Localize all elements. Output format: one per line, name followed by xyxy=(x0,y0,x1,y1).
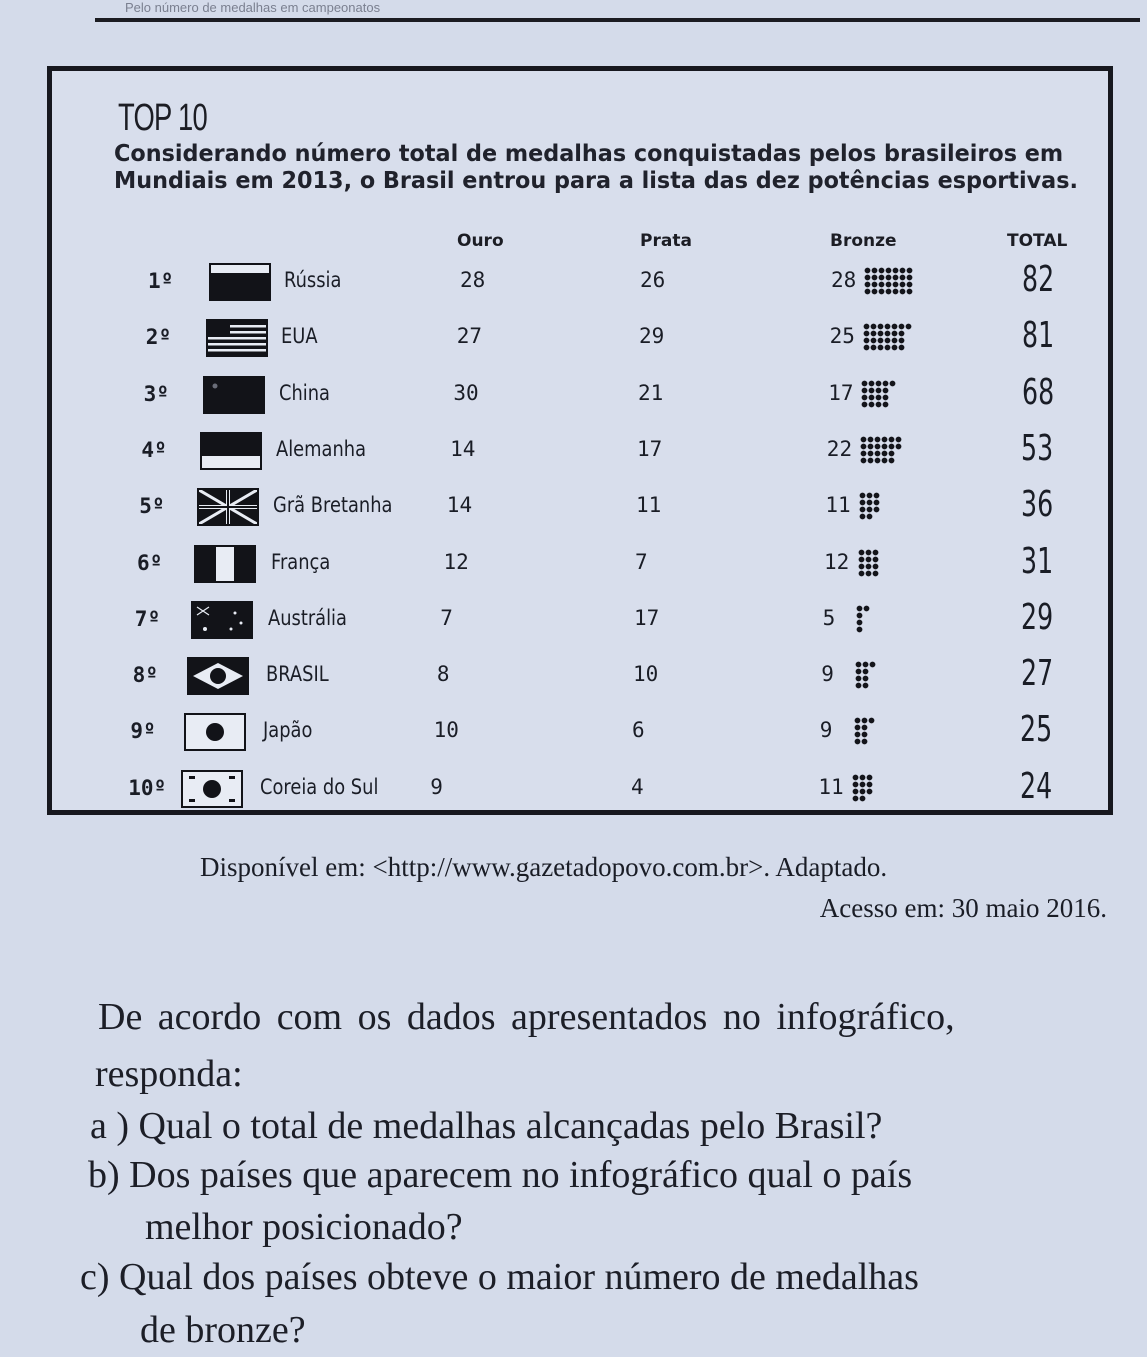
gold-count: 27 xyxy=(456,324,482,349)
gold-count: 14 xyxy=(446,493,473,518)
bronze-count: 9 xyxy=(819,718,833,743)
bronze-dot xyxy=(859,500,865,506)
bronze-dot xyxy=(853,795,859,801)
total-count: 36 xyxy=(1021,484,1054,526)
korea-flag-icon xyxy=(181,770,243,808)
bronze-dot xyxy=(854,725,860,731)
bronze-dot-grid xyxy=(856,605,876,633)
bronze-dot xyxy=(877,338,883,344)
bronze-dot xyxy=(865,556,871,562)
bronze-dot xyxy=(854,739,860,745)
table-row xyxy=(52,651,1108,705)
bronze-dot xyxy=(900,275,906,281)
bronze-dot xyxy=(862,683,868,689)
bronze-dot xyxy=(860,774,866,780)
bronze-dot xyxy=(882,443,888,449)
bronze-dot xyxy=(861,436,867,442)
country-name: França xyxy=(270,549,331,574)
table-row xyxy=(52,426,1108,480)
bronze-dot xyxy=(898,324,904,330)
bronze-dot xyxy=(890,380,896,386)
bronze-dot xyxy=(900,289,906,295)
china-flag-shape xyxy=(205,378,263,412)
gold-count: 28 xyxy=(460,268,486,292)
bronze-dot xyxy=(866,500,872,506)
bronze-dot xyxy=(855,662,861,668)
bronze-dot xyxy=(898,338,904,344)
bronze-dot xyxy=(864,605,870,611)
total-count: 25 xyxy=(1020,709,1053,751)
bronze-count: 17 xyxy=(828,380,854,405)
bronze-dot xyxy=(872,549,878,555)
gold-count: 30 xyxy=(453,380,479,405)
infographic-title: TOP 10 xyxy=(118,97,207,139)
bronze-dot-grid xyxy=(863,323,918,351)
table-row xyxy=(52,539,1108,593)
bronze-count: 5 xyxy=(822,605,836,630)
bronze-dot xyxy=(857,605,863,611)
bronze-dot xyxy=(865,549,871,555)
country-name: Coreia do Sul xyxy=(260,774,379,799)
bronze-dot xyxy=(853,774,859,780)
bronze-dot xyxy=(865,268,871,274)
bronze-dot xyxy=(863,324,869,330)
bronze-dot xyxy=(891,331,897,337)
bronze-dot xyxy=(858,556,864,562)
bronze-dot xyxy=(876,394,882,400)
bronze-dot xyxy=(867,781,873,787)
bronze-dot xyxy=(861,732,867,738)
bronze-count: 9 xyxy=(821,662,834,687)
bronze-dots xyxy=(854,717,881,750)
bronze-dot xyxy=(870,331,876,337)
bronze-dot xyxy=(884,338,890,344)
country-name: Rússia xyxy=(284,268,342,292)
rank-label: 5º xyxy=(139,494,165,519)
bronze-dot xyxy=(889,457,895,463)
silver-count: 17 xyxy=(634,605,660,630)
bronze-count: 22 xyxy=(826,436,853,461)
question-c-continued: de bronze? xyxy=(140,1309,306,1351)
france-flag-icon xyxy=(194,545,256,583)
korea-flag-shape xyxy=(183,772,241,806)
russia-flag-shape xyxy=(211,265,269,299)
bronze-dot xyxy=(876,380,882,386)
question-a: a ) Qual o total de medalhas alcançadas pelo Brasil? xyxy=(90,1105,883,1147)
gold-count: 9 xyxy=(430,774,443,799)
brazil-flag-icon xyxy=(187,657,249,695)
bronze-dot xyxy=(869,394,875,400)
bronze-dot xyxy=(872,282,878,288)
rank-label: 4º xyxy=(141,437,167,462)
rank-label: 3º xyxy=(143,381,169,406)
bronze-dot xyxy=(861,443,867,449)
bronze-dot xyxy=(870,345,876,351)
table-row xyxy=(52,595,1108,649)
bronze-dot xyxy=(853,781,859,787)
column-header-gold: Ouro xyxy=(457,231,504,251)
country-name: Grã Bretanha xyxy=(273,493,393,518)
bronze-dot xyxy=(862,387,868,393)
usa-flag-shape xyxy=(208,321,266,355)
bronze-dot xyxy=(868,443,874,449)
bronze-dot xyxy=(869,380,875,386)
australia-flag-shape xyxy=(193,603,251,637)
country-name: China xyxy=(278,380,330,405)
bronze-dot xyxy=(889,450,895,456)
bronze-dot xyxy=(860,795,866,801)
silver-count: 10 xyxy=(633,662,659,687)
rank-label: 2º xyxy=(145,325,172,350)
bronze-dot xyxy=(865,282,871,288)
gold-count: 8 xyxy=(436,662,450,687)
total-count: 81 xyxy=(1021,315,1054,357)
rank-label: 8º xyxy=(132,663,158,688)
bronze-dot xyxy=(873,500,879,506)
bronze-dot xyxy=(882,450,888,456)
bronze-dot xyxy=(907,268,913,274)
table-row xyxy=(52,313,1108,367)
bronze-dot xyxy=(868,450,874,456)
bronze-dot xyxy=(865,289,871,295)
gold-count: 14 xyxy=(450,436,476,461)
bronze-dot xyxy=(873,493,879,499)
uk-flag-shape xyxy=(199,490,257,524)
rank-label: 10º xyxy=(128,775,167,800)
bronze-dot xyxy=(872,289,878,295)
silver-count: 26 xyxy=(640,268,666,292)
total-count: 82 xyxy=(1022,259,1055,300)
bronze-dot xyxy=(862,669,868,675)
bronze-dot xyxy=(879,275,885,281)
bronze-dot xyxy=(872,563,878,569)
total-count: 31 xyxy=(1021,540,1054,582)
bronze-dot-grid xyxy=(855,661,882,689)
bronze-dot-grid xyxy=(854,717,881,745)
bronze-dot xyxy=(859,507,865,513)
china-flag-icon xyxy=(203,376,265,414)
gold-count: 7 xyxy=(440,605,453,630)
bronze-dot xyxy=(884,345,890,351)
question-intro: De acordo com os dados apresentados no infográfico, xyxy=(98,996,955,1038)
bronze-dot xyxy=(898,331,904,337)
total-count: 53 xyxy=(1021,427,1054,469)
bronze-dot xyxy=(858,570,864,576)
bronze-dot xyxy=(861,718,867,724)
bronze-dot xyxy=(886,282,892,288)
rank-label: 7º xyxy=(134,606,161,631)
header-strip xyxy=(95,0,1140,22)
bronze-dot xyxy=(875,457,881,463)
column-header-silver: Prata xyxy=(640,231,692,251)
bronze-count: 11 xyxy=(825,493,851,518)
bronze-dot xyxy=(882,436,888,442)
source-line: Disponível em: <http://www.gazetadopovo.com.br>. Adaptado. xyxy=(200,852,888,882)
bronze-dot xyxy=(857,619,863,625)
bronze-dots xyxy=(863,323,918,356)
bronze-dot xyxy=(862,676,868,682)
bronze-dot xyxy=(893,268,899,274)
germany-flag-shape xyxy=(202,434,260,468)
bronze-dot xyxy=(853,788,859,794)
bronze-dots xyxy=(861,380,902,413)
bronze-dot xyxy=(859,493,865,499)
total-count: 24 xyxy=(1020,765,1053,807)
bronze-dot xyxy=(855,669,861,675)
table-row xyxy=(52,257,1108,311)
bronze-dot xyxy=(872,556,878,562)
table-row xyxy=(52,370,1108,424)
silver-count: 6 xyxy=(632,718,645,743)
germany-flag-icon xyxy=(200,432,262,470)
column-header-total: TOTAL xyxy=(1007,231,1068,251)
bronze-dot xyxy=(876,401,882,407)
bronze-dot-grid xyxy=(861,380,902,408)
gold-count: 12 xyxy=(443,549,469,574)
bronze-dot xyxy=(868,457,874,463)
bronze-dot xyxy=(860,781,866,787)
column-header-bronze: Bronze xyxy=(830,231,897,251)
bronze-dot xyxy=(900,282,906,288)
infographic-box xyxy=(47,66,1113,815)
bronze-dots xyxy=(864,267,919,300)
bronze-dot xyxy=(863,331,869,337)
bronze-dot xyxy=(886,268,892,274)
bronze-dot xyxy=(891,324,897,330)
bronze-dot xyxy=(873,507,879,513)
silver-count: 17 xyxy=(637,436,663,461)
bronze-dot xyxy=(860,788,866,794)
bronze-dot xyxy=(889,436,895,442)
table-row xyxy=(52,764,1108,818)
bronze-dot xyxy=(872,570,878,576)
bronze-count: 12 xyxy=(824,549,850,574)
bronze-dots xyxy=(855,661,882,694)
gold-count: 10 xyxy=(433,718,459,743)
header-strip-text: Pelo número de medalhas em campeonatos xyxy=(125,0,381,15)
bronze-dot xyxy=(869,401,875,407)
bronze-dot xyxy=(855,683,861,689)
bronze-dot-grid xyxy=(852,774,879,802)
bronze-dot-grid xyxy=(859,492,886,520)
bronze-dot xyxy=(896,443,902,449)
bronze-dot xyxy=(907,282,913,288)
usa-flag-icon xyxy=(206,319,268,357)
bronze-dot xyxy=(907,275,913,281)
brazil-flag-shape xyxy=(189,659,247,693)
bronze-dot xyxy=(879,268,885,274)
access-date: Acesso em: 30 maio 2016. xyxy=(819,893,1107,923)
bronze-dot xyxy=(907,289,913,295)
bronze-count: 11 xyxy=(818,774,844,799)
bronze-dot xyxy=(883,394,889,400)
total-count: 68 xyxy=(1021,371,1054,413)
country-name: EUA xyxy=(281,324,318,349)
silver-count: 7 xyxy=(635,549,648,574)
bronze-dot xyxy=(883,380,889,386)
bronze-dot xyxy=(869,662,875,668)
bronze-dot xyxy=(861,450,867,456)
bronze-dot xyxy=(905,324,911,330)
uk-flag-icon xyxy=(197,488,259,526)
bronze-dot xyxy=(883,401,889,407)
country-name: BRASIL xyxy=(265,662,329,687)
question-b-continued: melhor posicionado? xyxy=(145,1206,463,1248)
bronze-dot xyxy=(889,443,895,449)
bronze-dot xyxy=(866,493,872,499)
bronze-dot xyxy=(862,401,868,407)
bronze-dot xyxy=(868,436,874,442)
bronze-dot xyxy=(858,563,864,569)
bronze-dots xyxy=(852,774,879,807)
bronze-dot xyxy=(855,676,861,682)
bronze-dot xyxy=(875,450,881,456)
bronze-dot xyxy=(877,324,883,330)
bronze-dot xyxy=(877,331,883,337)
bronze-dot xyxy=(884,324,890,330)
bronze-dot xyxy=(879,289,885,295)
bronze-dot xyxy=(872,268,878,274)
bronze-dot xyxy=(893,275,899,281)
bronze-dots xyxy=(860,436,908,469)
bronze-dot xyxy=(876,387,882,393)
rank-label: 1º xyxy=(148,269,174,293)
bronze-dots xyxy=(858,549,885,582)
bronze-dot xyxy=(865,563,871,569)
rank-label: 9º xyxy=(130,719,156,744)
bronze-count: 28 xyxy=(831,268,857,292)
bronze-dot xyxy=(863,345,869,351)
country-name: Alemanha xyxy=(276,436,367,461)
bronze-dot xyxy=(866,514,872,520)
country-name: Japão xyxy=(262,718,313,743)
japan-flag-shape xyxy=(186,715,244,749)
bronze-dot xyxy=(870,324,876,330)
bronze-dot xyxy=(891,338,897,344)
russia-flag-icon xyxy=(209,263,271,301)
table-row xyxy=(52,707,1108,761)
bronze-dot xyxy=(862,662,868,668)
bronze-dot xyxy=(877,345,883,351)
bronze-dot xyxy=(875,436,881,442)
bronze-dot xyxy=(868,718,874,724)
bronze-dot xyxy=(866,507,872,513)
bronze-dot xyxy=(858,549,864,555)
bronze-dot xyxy=(857,626,863,632)
bronze-dot xyxy=(854,718,860,724)
bronze-dot xyxy=(865,570,871,576)
bronze-dot xyxy=(875,443,881,449)
bronze-dots xyxy=(859,492,886,525)
bronze-dot xyxy=(891,345,897,351)
total-count: 29 xyxy=(1020,596,1053,638)
table-row xyxy=(52,482,1108,536)
bronze-dot-grid xyxy=(860,436,908,464)
bronze-dot xyxy=(854,732,860,738)
bronze-dot-grid xyxy=(858,549,885,577)
silver-count: 4 xyxy=(631,774,644,799)
bronze-dot xyxy=(893,282,899,288)
silver-count: 11 xyxy=(636,493,662,518)
bronze-dot xyxy=(857,612,863,618)
bronze-dot xyxy=(869,387,875,393)
question-intro-continued: responda: xyxy=(95,1053,243,1095)
australia-flag-icon xyxy=(191,601,253,639)
bronze-dot xyxy=(882,457,888,463)
bronze-dot xyxy=(862,394,868,400)
bronze-dot xyxy=(863,338,869,344)
rank-label: 6º xyxy=(137,550,163,575)
france-flag-shape xyxy=(196,547,254,581)
bronze-dots xyxy=(856,605,876,638)
silver-count: 21 xyxy=(638,380,664,405)
silver-count: 29 xyxy=(639,324,665,349)
bronze-dot xyxy=(896,436,902,442)
bronze-dot xyxy=(883,387,889,393)
bronze-dot xyxy=(900,268,906,274)
bronze-dot xyxy=(893,289,899,295)
bronze-count: 25 xyxy=(829,324,855,349)
bronze-dot xyxy=(898,345,904,351)
bronze-dot xyxy=(861,457,867,463)
bronze-dot xyxy=(867,774,873,780)
total-count: 27 xyxy=(1020,653,1053,695)
bronze-dot xyxy=(862,380,868,386)
bronze-dot xyxy=(884,331,890,337)
bronze-dot xyxy=(879,282,885,288)
infographic-description: Considerando número total de medalhas conquistadas pelos brasileiros em Mundiais em 2013, o Brasil entrou para a lista das dez potências esportivas. xyxy=(114,141,1078,194)
bronze-dot-grid xyxy=(864,267,919,295)
bronze-dot xyxy=(886,275,892,281)
country-name: Austrália xyxy=(268,605,348,630)
question-b: b) Dos países que aparecem no infográfico qual o país xyxy=(88,1154,913,1196)
bronze-dot xyxy=(872,275,878,281)
bronze-dot xyxy=(870,338,876,344)
bronze-dot xyxy=(861,739,867,745)
bronze-dot xyxy=(861,725,867,731)
bronze-dot xyxy=(867,788,873,794)
japan-flag-icon xyxy=(184,713,246,751)
bronze-dot xyxy=(859,514,865,520)
bronze-dot xyxy=(865,275,871,281)
question-c: c) Qual dos países obteve o maior número de medalhas xyxy=(80,1256,919,1298)
bronze-dot xyxy=(886,289,892,295)
